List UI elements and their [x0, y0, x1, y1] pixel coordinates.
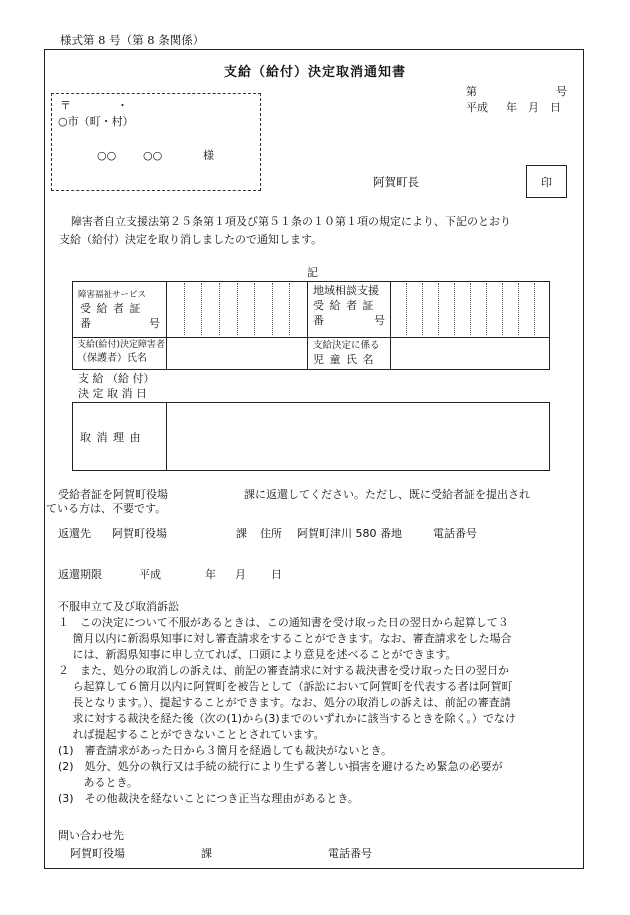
return-dest-section: 課 [236, 527, 247, 540]
table-left-line [72, 281, 73, 369]
date-day: 日 [550, 101, 561, 114]
table-col-line-2 [307, 281, 308, 369]
recipient-name-a: ○○ [97, 149, 117, 162]
digit-divider [502, 283, 503, 335]
reason-col-line [166, 402, 167, 470]
return-notice-line-2: ている方は、不要です。 [46, 502, 167, 515]
appeal-line: 箇月以内に新潟県知事に対し審査請求をすることができます。なお、審査請求をした場合 [58, 632, 512, 645]
contact-office: 阿賀町役場 [70, 847, 125, 860]
digit-divider [454, 283, 455, 335]
appeal-line: には、新潟県知事に申し立てれば、口頭により意見を述べることができます。 [58, 648, 457, 661]
deadline-label: 返還期限 [58, 568, 102, 581]
table-top-line [72, 281, 550, 282]
appeal-line: ２ また、処分の取消しの訴えは、前記の審査請求に対する裁決書を受け取った日の翌日か [58, 664, 509, 677]
date-era: 平成 [466, 101, 488, 114]
ki-marker: 記 [307, 266, 318, 279]
appeal-line: れば提起することができないこととされています。 [58, 728, 325, 741]
address-city: ○市（町・村） [58, 115, 134, 128]
date-month: 月 [528, 101, 539, 114]
consult-label-line-2: 受 給 者 証 [313, 299, 375, 312]
contact-heading: 問い合わせ先 [58, 829, 124, 842]
issuer: 阿賀町長 [373, 175, 419, 189]
postal-mark: 〒 [60, 99, 71, 112]
table-bottom-line [72, 369, 550, 370]
table-col-line-3 [390, 281, 391, 369]
appeal-line: ら起算して６箇月以内に阿賀町を被告として（訴訟において阿賀町を代表する者は阿賀町 [58, 680, 513, 693]
appeal-heading: 不服申立て及び取消訴訟 [58, 600, 179, 613]
consult-label-line-1: 地域相談支援 [313, 284, 379, 297]
child-label-line-1: 支給決定に係る [313, 340, 380, 351]
digit-divider [201, 283, 202, 335]
appeal-line: 求に対する裁決を経た後（次の(1)から(3)までのいずれかに該当するときを除く。）でなけ [58, 712, 516, 725]
number-prefix: 第 [466, 85, 477, 98]
digit-divider [534, 283, 535, 335]
reason-top-line [72, 402, 550, 403]
intro-line-1: 障害者自立支援法第２５条第１項及び第５１条の１０第１項の規定により、下記のとおり [71, 215, 511, 228]
date-year: 年 [506, 101, 517, 114]
digit-divider [272, 283, 273, 335]
postal-separator: ・ [117, 99, 128, 112]
return-dest-office: 阿賀町役場 [112, 527, 167, 540]
intro-line-2: 支給（給付）決定を取り消しましたので通知します。 [59, 233, 323, 246]
reason-bottom-line [72, 470, 550, 471]
deadline-day: 日 [271, 568, 282, 581]
appeal-line: あるとき。 [58, 776, 139, 789]
appeal-line: (2) 処分、処分の執行又は手続の続行により生ずる著しい損害を避けるため緊急の必要が [58, 760, 503, 773]
service-label-line-2: 番 号 [80, 317, 160, 330]
contact-section: 課 [201, 847, 212, 860]
contact-phone-label: 電話番号 [328, 847, 372, 860]
appeal-line: １ この決定について不服があるときは、この通知書を受け取った日の翌日から起算して３ [58, 616, 509, 629]
deadline-month: 月 [235, 568, 246, 581]
digit-divider [422, 283, 423, 335]
reason-label: 取 消 理 由 [80, 431, 142, 444]
table-right-line [549, 281, 550, 369]
service-label-small: 障害福祉サービス [78, 290, 147, 300]
deadline-year: 年 [205, 568, 216, 581]
return-dest-address-label: 住所 [260, 527, 282, 540]
table-col-line-1 [166, 281, 167, 369]
appeal-text [58, 615, 588, 807]
table-mid-line [72, 337, 550, 338]
digit-divider [486, 283, 487, 335]
guardian-label-line-1: 支給(給付)決定障害者 [77, 340, 166, 350]
digit-divider [518, 283, 519, 335]
service-label-line-1: 受 給 者 証 [80, 302, 142, 315]
child-label-line-2: 児 童 氏 名 [313, 353, 375, 366]
number-suffix: 号 [556, 85, 567, 98]
cancel-date-label-line-1: 支 給 （給 付） [78, 372, 155, 385]
return-dest-address: 阿賀町津川 580 番地 [297, 527, 402, 540]
digit-divider [237, 283, 238, 335]
reason-right-line [549, 402, 550, 470]
seal-box: 印 [526, 165, 567, 198]
appeal-line: (1) 審査請求があった日から３箇月を経過しても裁決がないとき。 [58, 744, 393, 757]
return-dest-label: 返還先 [58, 527, 91, 540]
return-notice-part-b: 課に返還してください。ただし、既に受給者証を提出され [244, 488, 530, 501]
digit-divider [470, 283, 471, 335]
digit-divider [254, 283, 255, 335]
return-notice-part-a: 受給者証を阿賀町役場 [58, 488, 168, 501]
consult-label-line-3: 番 号 [313, 314, 385, 327]
address-box [51, 93, 261, 191]
return-dest-phone-label: 電話番号 [433, 527, 477, 540]
form-number: 様式第 8 号（第 8 条関係） [60, 33, 205, 47]
document-title: 支給（給付）決定取消通知書 [223, 65, 406, 80]
appeal-line: 長となります。）、提起することができます。なお、処分の取消しの訴えは、前記の審査請 [58, 696, 511, 709]
guardian-label-line-2: （保護者）氏名 [77, 353, 147, 364]
recipient-name-b: ○○ [143, 149, 163, 162]
cancel-date-label-line-2: 決 定 取 消 日 [78, 387, 147, 400]
appeal-line: (3) その他裁決を経ないことにつき正当な理由があるとき。 [58, 792, 359, 805]
digit-divider [184, 283, 185, 335]
digit-divider [289, 283, 290, 335]
digit-divider [438, 283, 439, 335]
digit-divider [219, 283, 220, 335]
deadline-era: 平成 [139, 568, 161, 581]
digit-divider [406, 283, 407, 335]
reason-left-line [72, 402, 73, 470]
recipient-honorific: 様 [203, 149, 214, 162]
